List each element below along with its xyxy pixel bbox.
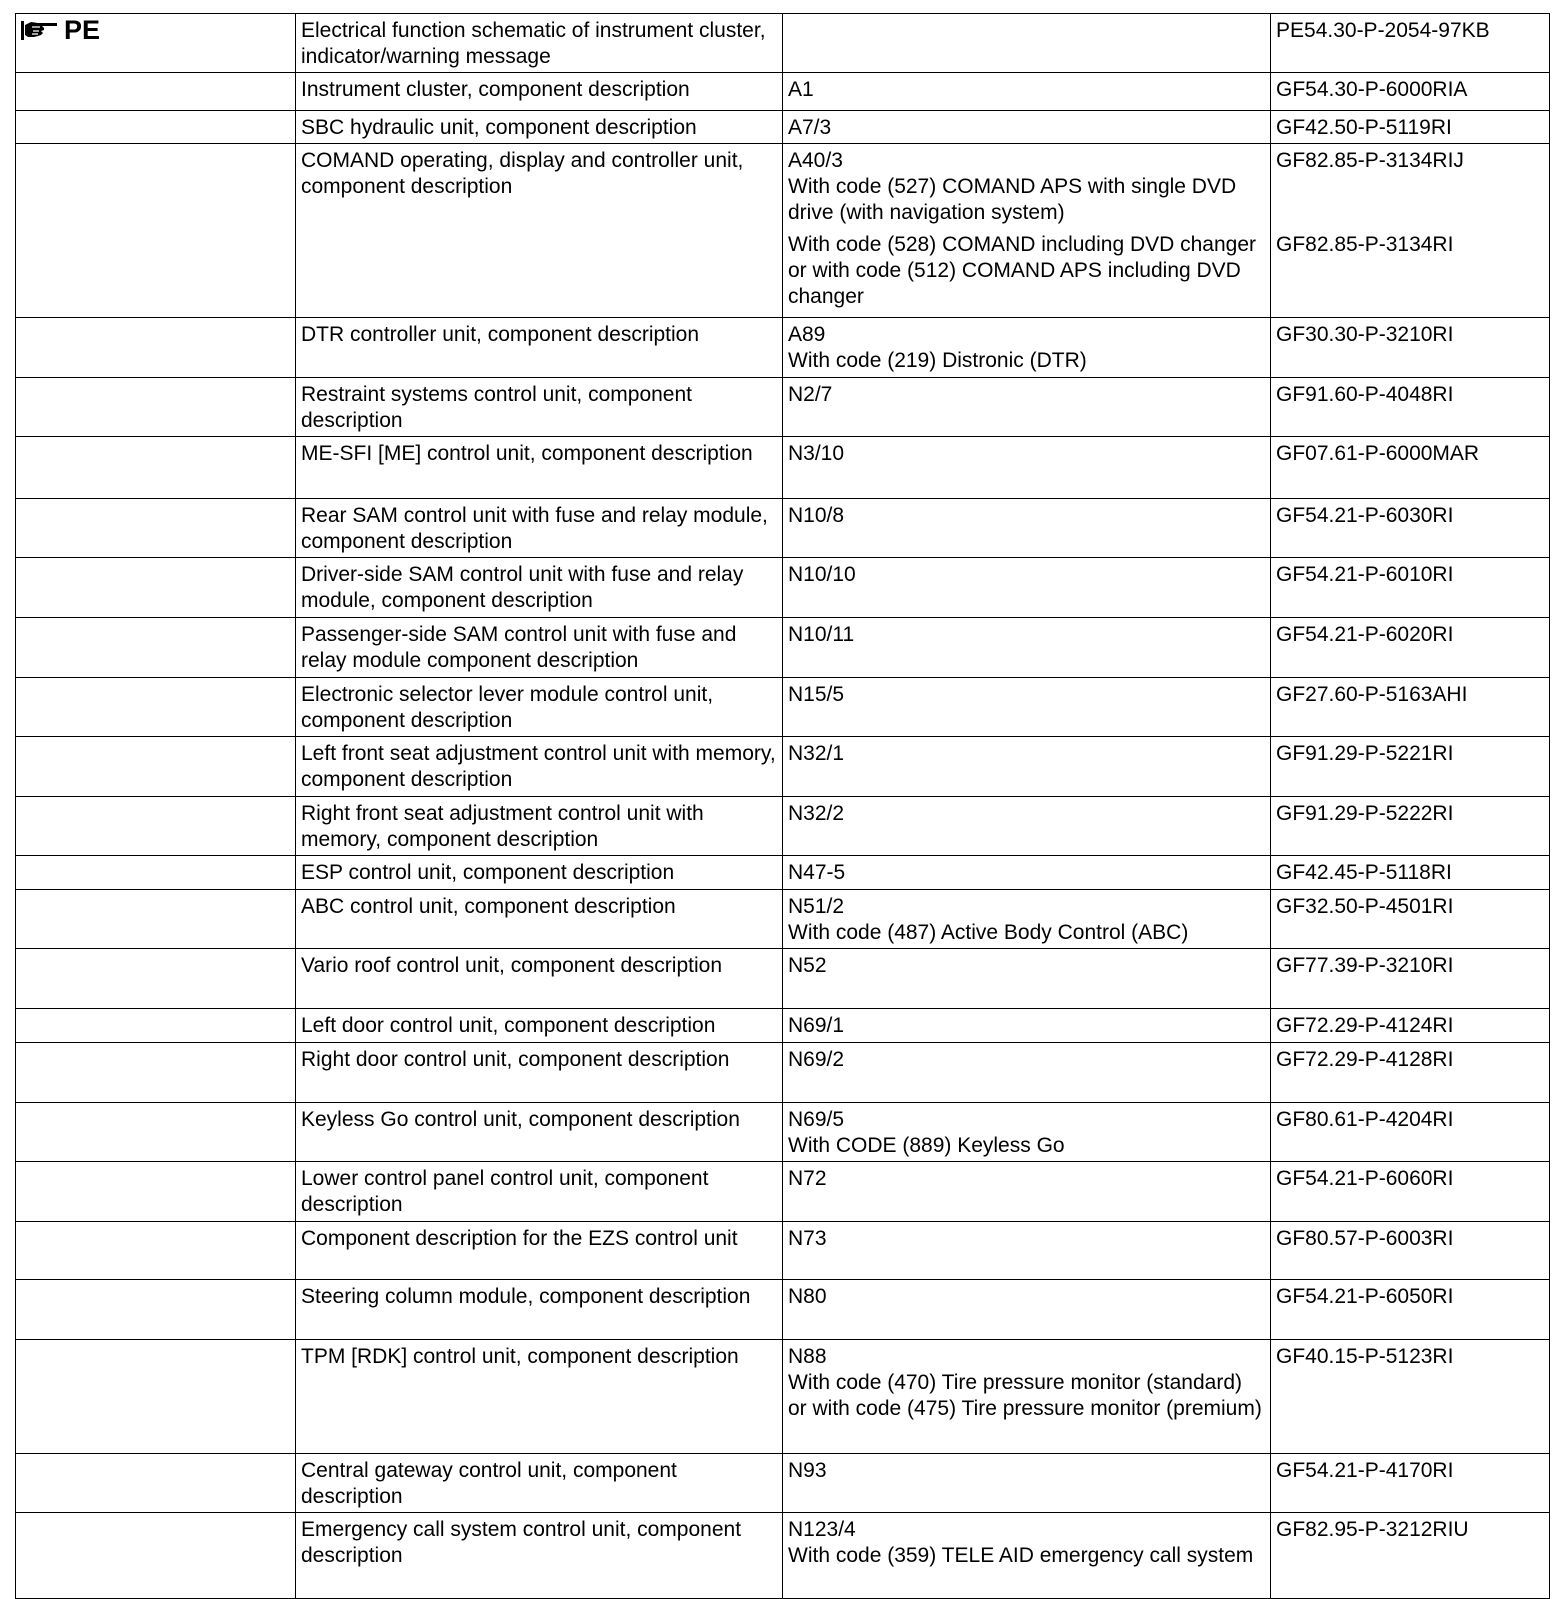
- empty-cell: [16, 1043, 296, 1103]
- component-cell: N69/2: [783, 1043, 1271, 1103]
- title-cell: COMAND operating, display and controller unit, component description: [296, 144, 783, 318]
- doc-ref-link[interactable]: GF80.61-P-4204RI: [1271, 1103, 1550, 1162]
- doc-ref-link[interactable]: GF72.29-P-4128RI: [1271, 1043, 1550, 1103]
- doc-ref-link[interactable]: GF54.21-P-6030RI: [1271, 499, 1550, 558]
- empty-cell: [16, 1454, 296, 1513]
- empty-cell: [16, 1222, 296, 1280]
- doc-ref-link[interactable]: GF30.30-P-3210RI: [1271, 318, 1550, 378]
- component-cell: N15/5: [783, 678, 1271, 737]
- title-cell: Left front seat adjustment control unit with memory, component description: [296, 737, 783, 797]
- reference-table: [15, 13, 1550, 1599]
- doc-ref-link[interactable]: GF54.30-P-6000RIA: [1271, 73, 1550, 111]
- code-note: With CODE (889) Keyless Go: [788, 1134, 1065, 1157]
- table-row: [16, 949, 1550, 1009]
- title-cell: Vario roof control unit, component description: [296, 949, 783, 1009]
- table-row: [16, 890, 1550, 949]
- empty-cell: [16, 1162, 296, 1222]
- table-row: [16, 437, 1550, 499]
- title-cell: Electronic selector lever module control unit, component description: [296, 678, 783, 737]
- doc-ref-link[interactable]: GF42.45-P-5118RI: [1271, 856, 1550, 890]
- empty-cell: [16, 678, 296, 737]
- doc-ref-link[interactable]: GF07.61-P-6000MAR: [1271, 437, 1550, 499]
- component-cell: N10/10: [783, 558, 1271, 618]
- title-cell: Right door control unit, component description: [296, 1043, 783, 1103]
- empty-cell: [16, 558, 296, 618]
- doc-ref-link[interactable]: GF27.60-P-5163AHI: [1271, 678, 1550, 737]
- empty-cell: [16, 73, 296, 111]
- component-cell: N32/2: [783, 797, 1271, 856]
- doc-ref-link[interactable]: GF80.57-P-6003RI: [1271, 1222, 1550, 1280]
- empty-cell: [16, 737, 296, 797]
- title-cell: Right front seat adjustment control unit with memory, component description: [296, 797, 783, 856]
- doc-ref-link[interactable]: GF77.39-P-3210RI: [1271, 949, 1550, 1009]
- component-cell: A1: [783, 73, 1271, 111]
- doc-ref-link[interactable]: GF40.15-P-5123RI: [1271, 1340, 1550, 1454]
- component-cell: [783, 890, 1271, 949]
- empty-cell: [16, 111, 296, 144]
- table-row: [16, 73, 1550, 111]
- empty-cell: [16, 499, 296, 558]
- table-row: [16, 111, 1550, 144]
- table-row: [16, 678, 1550, 737]
- doc-ref-link[interactable]: GF72.29-P-4124RI: [1271, 1009, 1550, 1043]
- component-cell: N47-5: [783, 856, 1271, 890]
- empty-cell: [16, 1280, 296, 1340]
- empty-cell: [16, 1103, 296, 1162]
- doc-ref-link[interactable]: GF82.85-P-3134RI: [1276, 233, 1454, 256]
- code-note: With code (470) Tire pressure monitor (standard) or with code (475) Tire pressure monitor (premium): [788, 1371, 1262, 1420]
- code-note: With code (487) Active Body Control (ABC): [788, 921, 1189, 944]
- doc-ref-link[interactable]: PE54.30-P-2054-97KB: [1271, 14, 1550, 73]
- table-row: [16, 144, 1550, 318]
- empty-cell: [16, 1513, 296, 1599]
- title-cell: DTR controller unit, component description: [296, 318, 783, 378]
- component-cell: N72: [783, 1162, 1271, 1222]
- table-row: [16, 856, 1550, 890]
- component-cell: N2/7: [783, 378, 1271, 437]
- table-row: [16, 737, 1550, 797]
- empty-cell: [16, 618, 296, 678]
- doc-ref-link[interactable]: GF54.21-P-4170RI: [1271, 1454, 1550, 1513]
- component-cell: N10/8: [783, 499, 1271, 558]
- title-cell: Component description for the EZS control unit: [296, 1222, 783, 1280]
- empty-cell: [16, 378, 296, 437]
- component-cell: N80: [783, 1280, 1271, 1340]
- pe-label: PE: [64, 15, 101, 45]
- empty-cell: [16, 437, 296, 499]
- empty-cell: [16, 144, 296, 318]
- component-cell: N69/1: [783, 1009, 1271, 1043]
- title-cell: Emergency call system control unit, component description: [296, 1513, 783, 1599]
- code-note: With code (219) Distronic (DTR): [788, 349, 1087, 372]
- doc-ref-link[interactable]: GF42.50-P-5119RI: [1271, 111, 1550, 144]
- doc-ref-link[interactable]: GF82.85-P-3134RIJ: [1276, 149, 1464, 172]
- empty-cell: [16, 949, 296, 1009]
- component-cell: [783, 1340, 1271, 1454]
- empty-cell: [16, 797, 296, 856]
- title-cell: Passenger-side SAM control unit with fuse and relay module component description: [296, 618, 783, 678]
- component-id: A89: [788, 323, 826, 346]
- title-cell: Electrical function schematic of instrument cluster, indicator/warning message: [296, 14, 783, 73]
- table-row: [16, 14, 1550, 73]
- doc-ref-link[interactable]: GF54.21-P-6010RI: [1271, 558, 1550, 618]
- table-row: [16, 1222, 1550, 1280]
- title-cell: Driver-side SAM control unit with fuse and relay module, component description: [296, 558, 783, 618]
- doc-ref-link[interactable]: GF54.21-P-6060RI: [1271, 1162, 1550, 1222]
- title-cell: Left door control unit, component description: [296, 1009, 783, 1043]
- empty-cell: [16, 890, 296, 949]
- component-cell: [783, 144, 1271, 318]
- doc-ref-link[interactable]: GF82.95-P-3212RIU: [1271, 1513, 1550, 1599]
- pointing-hand-icon: [20, 18, 60, 42]
- component-cell: N10/11: [783, 618, 1271, 678]
- component-cell: N93: [783, 1454, 1271, 1513]
- component-cell: [783, 1103, 1271, 1162]
- component-cell: N52: [783, 949, 1271, 1009]
- component-id: N88: [788, 1345, 827, 1368]
- title-cell: TPM [RDK] control unit, component description: [296, 1340, 783, 1454]
- doc-ref-link[interactable]: GF91.60-P-4048RI: [1271, 378, 1550, 437]
- doc-ref-cell: [1271, 144, 1550, 318]
- pe-marker: [20, 16, 291, 44]
- table-row: [16, 558, 1550, 618]
- table-row: [16, 318, 1550, 378]
- doc-ref-link[interactable]: GF54.21-P-6020RI: [1271, 618, 1550, 678]
- table-row: [16, 1513, 1550, 1599]
- component-cell: N3/10: [783, 437, 1271, 499]
- doc-ref-link[interactable]: GF32.50-P-4501RI: [1271, 890, 1550, 949]
- table-row: [16, 618, 1550, 678]
- title-cell: SBC hydraulic unit, component description: [296, 111, 783, 144]
- empty-cell: [16, 318, 296, 378]
- title-cell: ABC control unit, component description: [296, 890, 783, 949]
- table-row: [16, 1454, 1550, 1513]
- component-id: A40/3: [788, 149, 843, 172]
- title-cell: Keyless Go control unit, component description: [296, 1103, 783, 1162]
- title-cell: Instrument cluster, component description: [296, 73, 783, 111]
- component-id: N51/2: [788, 895, 845, 918]
- title-cell: ESP control unit, component description: [296, 856, 783, 890]
- code-note: With code (528) COMAND including DVD changer or with code (512) COMAND APS including DVD changer: [788, 233, 1257, 308]
- title-cell: Lower control panel control unit, component description: [296, 1162, 783, 1222]
- component-cell: [783, 318, 1271, 378]
- doc-ref-link[interactable]: GF54.21-P-6050RI: [1271, 1280, 1550, 1340]
- component-id: N123/4: [788, 1518, 856, 1541]
- title-cell: ME-SFI [ME] control unit, component description: [296, 437, 783, 499]
- table-row: [16, 378, 1550, 437]
- pe-marker-cell: [16, 14, 296, 73]
- table-row: [16, 1103, 1550, 1162]
- component-cell: N73: [783, 1222, 1271, 1280]
- component-cell: A7/3: [783, 111, 1271, 144]
- table-row: [16, 1162, 1550, 1222]
- component-cell: [783, 14, 1271, 73]
- table-row: [16, 499, 1550, 558]
- empty-cell: [16, 1009, 296, 1043]
- table-row: [16, 1280, 1550, 1340]
- doc-ref-link[interactable]: GF91.29-P-5221RI: [1271, 737, 1550, 797]
- empty-cell: [16, 1340, 296, 1454]
- code-note: With code (359) TELE AID emergency call system: [788, 1544, 1254, 1567]
- code-note: With code (527) COMAND APS with single DVD drive (with navigation system): [788, 175, 1237, 224]
- title-cell: Restraint systems control unit, component description: [296, 378, 783, 437]
- table-row: [16, 1009, 1550, 1043]
- title-cell: Steering column module, component description: [296, 1280, 783, 1340]
- doc-ref-link[interactable]: GF91.29-P-5222RI: [1271, 797, 1550, 856]
- component-cell: N32/1: [783, 737, 1271, 797]
- table-body: [16, 14, 1550, 1599]
- table-row: [16, 797, 1550, 856]
- title-cell: Central gateway control unit, component description: [296, 1454, 783, 1513]
- empty-cell: [16, 856, 296, 890]
- component-id: N69/5: [788, 1108, 845, 1131]
- table-row: [16, 1043, 1550, 1103]
- table-row: [16, 1340, 1550, 1454]
- title-cell: Rear SAM control unit with fuse and relay module, component description: [296, 499, 783, 558]
- component-cell: [783, 1513, 1271, 1599]
